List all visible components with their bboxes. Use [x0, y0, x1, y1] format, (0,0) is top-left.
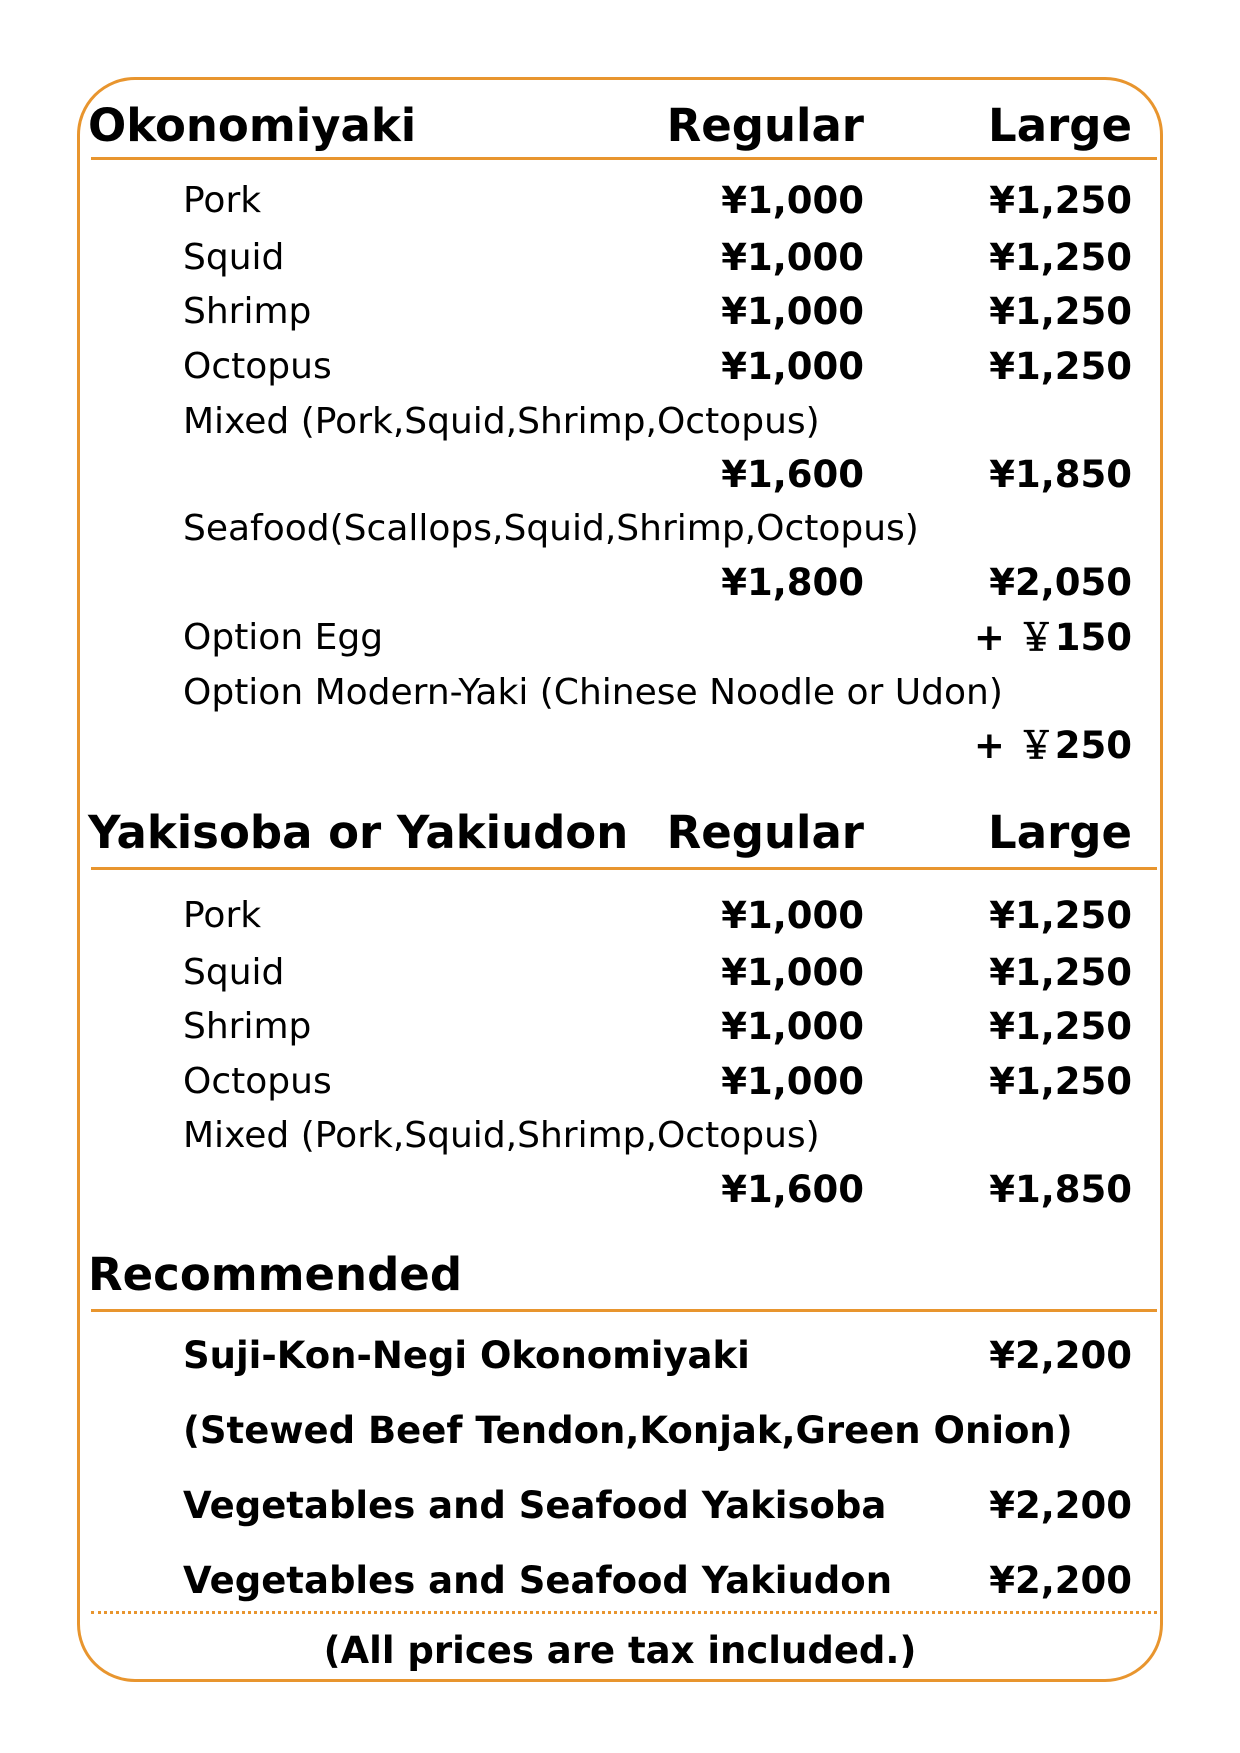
- yakisoba-large-header: Large: [988, 806, 1132, 859]
- regular-price: ¥1,600: [721, 1168, 864, 1211]
- recommended-item-price: ¥2,200: [989, 1484, 1132, 1527]
- option-modern-name: Option Modern-Yaki (Chinese Noodle or Udon): [183, 672, 1003, 713]
- item-name: Squid: [183, 237, 285, 278]
- large-price: ¥1,850: [989, 453, 1132, 496]
- recommended-item-name: Vegetables and Seafood Yakisoba: [183, 1484, 887, 1527]
- menu-item-row: [0, 342, 1240, 392]
- option-egg-name: Option Egg: [183, 617, 384, 658]
- menu-item-row: [0, 233, 1240, 283]
- item-name: Mixed (Pork,Squid,Shrimp,Octopus): [183, 1115, 820, 1156]
- menu-item-row: [0, 1057, 1240, 1107]
- item-name: Squid: [183, 952, 285, 993]
- regular-price: ¥1,000: [721, 179, 864, 222]
- large-price: ¥1,250: [989, 1005, 1132, 1048]
- yakisoba-regular-header: Regular: [666, 806, 864, 859]
- recommended-item-row: [0, 1555, 1240, 1607]
- item-name: Octopus: [183, 346, 332, 387]
- item-name: Shrimp: [183, 1006, 312, 1047]
- item-name: Pork: [183, 895, 262, 936]
- item-name: Mixed (Pork,Squid,Shrimp,Octopus): [183, 401, 820, 442]
- large-price: ¥1,850: [989, 1168, 1132, 1211]
- okonomiyaki-regular-header: Regular: [666, 99, 864, 152]
- yakisoba-heading: Yakisoba or Yakiudon: [88, 806, 629, 859]
- item-name: Shrimp: [183, 291, 312, 332]
- okonomiyaki-divider: [91, 157, 1157, 160]
- option-egg-price: + ￥150: [973, 616, 1132, 659]
- menu-item-row: [0, 287, 1240, 337]
- recommended-item-name: Suji-Kon-Negi Okonomiyaki: [183, 1334, 750, 1377]
- menu-item-price-row: [0, 1165, 1240, 1215]
- tax-note: (All prices are tax included.): [323, 1629, 917, 1672]
- large-price: ¥1,250: [989, 179, 1132, 222]
- menu-item-row: [0, 397, 1240, 447]
- menu-item-row: [0, 504, 1240, 554]
- large-price: ¥2,050: [989, 561, 1132, 604]
- menu-item-row: [0, 891, 1240, 941]
- recommended-item-price: ¥2,200: [989, 1334, 1132, 1377]
- recommended-item-row: [0, 1405, 1240, 1457]
- regular-price: ¥1,800: [721, 561, 864, 604]
- menu-item-row: [0, 176, 1240, 226]
- recommended-item-row: [0, 1330, 1240, 1382]
- footer-dotted-divider: [91, 1611, 1157, 1614]
- large-price: ¥1,250: [989, 951, 1132, 994]
- menu-item-row: [0, 1111, 1240, 1161]
- regular-price: ¥1,000: [721, 951, 864, 994]
- regular-price: ¥1,600: [721, 453, 864, 496]
- recommended-item-price: ¥2,200: [989, 1559, 1132, 1602]
- option-egg-row: [0, 613, 1240, 663]
- regular-price: ¥1,000: [721, 894, 864, 937]
- recommended-item-name: Vegetables and Seafood Yakiudon: [183, 1559, 893, 1602]
- option-modern-price: + ￥250: [973, 724, 1132, 767]
- recommended-item-description: (Stewed Beef Tendon,Konjak,Green Onion): [183, 1409, 1073, 1452]
- regular-price: ¥1,000: [721, 1060, 864, 1103]
- regular-price: ¥1,000: [721, 290, 864, 333]
- menu-item-price-row: [0, 558, 1240, 608]
- large-price: ¥1,250: [989, 236, 1132, 279]
- regular-price: ¥1,000: [721, 236, 864, 279]
- menu-item-row: [0, 1002, 1240, 1052]
- large-price: ¥1,250: [989, 345, 1132, 388]
- recommended-divider: [91, 1309, 1157, 1312]
- okonomiyaki-large-header: Large: [988, 99, 1132, 152]
- option-modern-row: [0, 668, 1240, 718]
- large-price: ¥1,250: [989, 290, 1132, 333]
- menu-item-price-row: [0, 450, 1240, 500]
- yakisoba-divider: [91, 867, 1157, 870]
- item-name: Seafood(Scallops,Squid,Shrimp,Octopus): [183, 508, 919, 549]
- okonomiyaki-heading: Okonomiyaki: [88, 99, 417, 152]
- regular-price: ¥1,000: [721, 1005, 864, 1048]
- large-price: ¥1,250: [989, 1060, 1132, 1103]
- recommended-heading: Recommended: [88, 1248, 463, 1301]
- large-price: ¥1,250: [989, 894, 1132, 937]
- recommended-item-row: [0, 1480, 1240, 1532]
- item-name: Octopus: [183, 1061, 332, 1102]
- menu-item-row: [0, 948, 1240, 998]
- option-modern-price-row: [0, 721, 1240, 771]
- regular-price: ¥1,000: [721, 345, 864, 388]
- item-name: Pork: [183, 180, 262, 221]
